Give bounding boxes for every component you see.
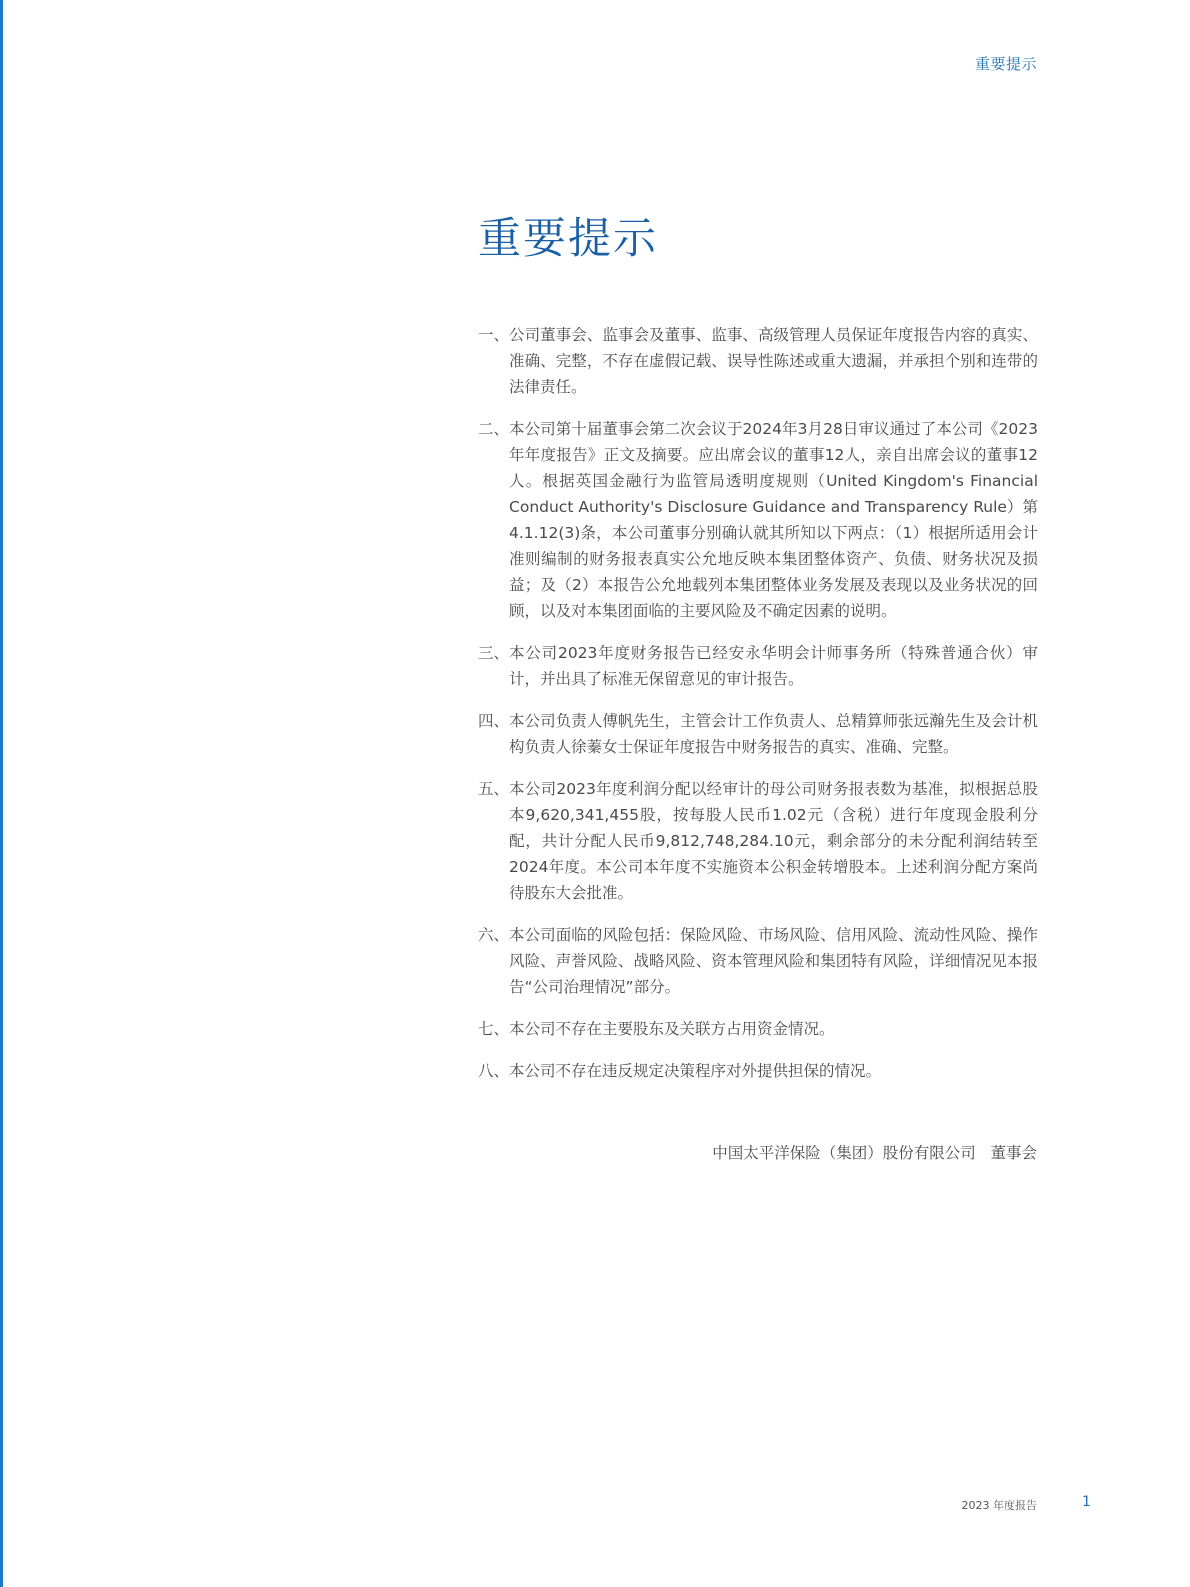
page-number: 1 <box>1082 1494 1091 1510</box>
item-text: 本公司2023年度财务报告已经安永华明会计师事务所（特殊普通合伙）审计，并出具了标准无保留意见的审计报告。 <box>509 644 1038 688</box>
item-text: 本公司不存在违反规定决策程序对外提供担保的情况。 <box>509 1062 882 1080</box>
list-item <box>478 708 1038 760</box>
left-edge-rule <box>0 0 3 1587</box>
item-number: 四、 <box>478 712 510 730</box>
item-number: 一、 <box>478 326 510 344</box>
page-title: 重要提示 <box>478 214 658 264</box>
item-text: 本公司负责人傅帆先生，主管会计工作负责人、总精算师张远瀚先生及会计机构负责人徐蓁女士保证年度报告中财务报告的真实、准确、完整。 <box>509 712 1038 756</box>
list-item <box>478 640 1038 692</box>
item-text: 本公司2023年度利润分配以经审计的母公司财务报表数为基准，拟根据总股本9,620,341,455股，按每股人民币1.02元（含税）进行年度现金股利分配，共计分配人民币9,812,748,284.10元，剩余部分的未分配利润结转至2024年度。本公司本年度不实施资本公积金转增股本。上述利润分配方案尚待股东大会批准。 <box>509 780 1038 902</box>
notice-list <box>478 322 1038 1100</box>
item-number: 三、 <box>478 644 510 662</box>
item-number: 八、 <box>478 1062 510 1080</box>
item-number: 二、 <box>478 420 510 438</box>
item-number: 六、 <box>478 926 510 944</box>
list-item <box>478 322 1038 400</box>
list-item <box>478 416 1038 624</box>
list-item <box>478 1058 1038 1084</box>
list-item <box>478 1016 1038 1042</box>
list-item <box>478 922 1038 1000</box>
item-number: 七、 <box>478 1020 510 1038</box>
item-number: 五、 <box>478 780 510 798</box>
item-text: 本公司不存在主要股东及关联方占用资金情况。 <box>509 1020 835 1038</box>
running-header: 重要提示 <box>974 55 1037 73</box>
list-item <box>478 776 1038 906</box>
item-text: 本公司面临的风险包括：保险风险、市场风险、信用风险、流动性风险、操作风险、声誉风险、战略风险、资本管理风险和集团特有风险，详细情况见本报告“公司治理情况”部分。 <box>509 926 1038 996</box>
board-signature: 中国太平洋保险（集团）股份有限公司 董事会 <box>712 1144 1037 1162</box>
item-text: 本公司第十届董事会第二次会议于2024年3月28日审议通过了本公司《2023年年度报告》正文及摘要。应出席会议的董事12人，亲自出席会议的董事12人。根据英国金融行为监管局透明度规则（United Kingdom's Financial Conduct Authority's Disclosure Guidance and Transparency Rule）第4.1.12(3)条，本公司董事分别确认就其所知以下两点：（1）根据所适用会计准则编制的财务报表真实公允地反映本集团整体资产、负债、财务状况及损益；及（2）本报告公允地载列本集团整体业务发展及表现以及业务状况的回顾，以及对本集团面临的主要风险及不确定因素的说明。 <box>509 420 1038 620</box>
item-text: 公司董事会、监事会及董事、监事、高级管理人员保证年度报告内容的真实、准确、完整，不存在虚假记载、误导性陈述或重大遗漏，并承担个别和连带的法律责任。 <box>509 326 1038 396</box>
footer-report-label: 2023 年度报告 <box>961 1499 1037 1512</box>
